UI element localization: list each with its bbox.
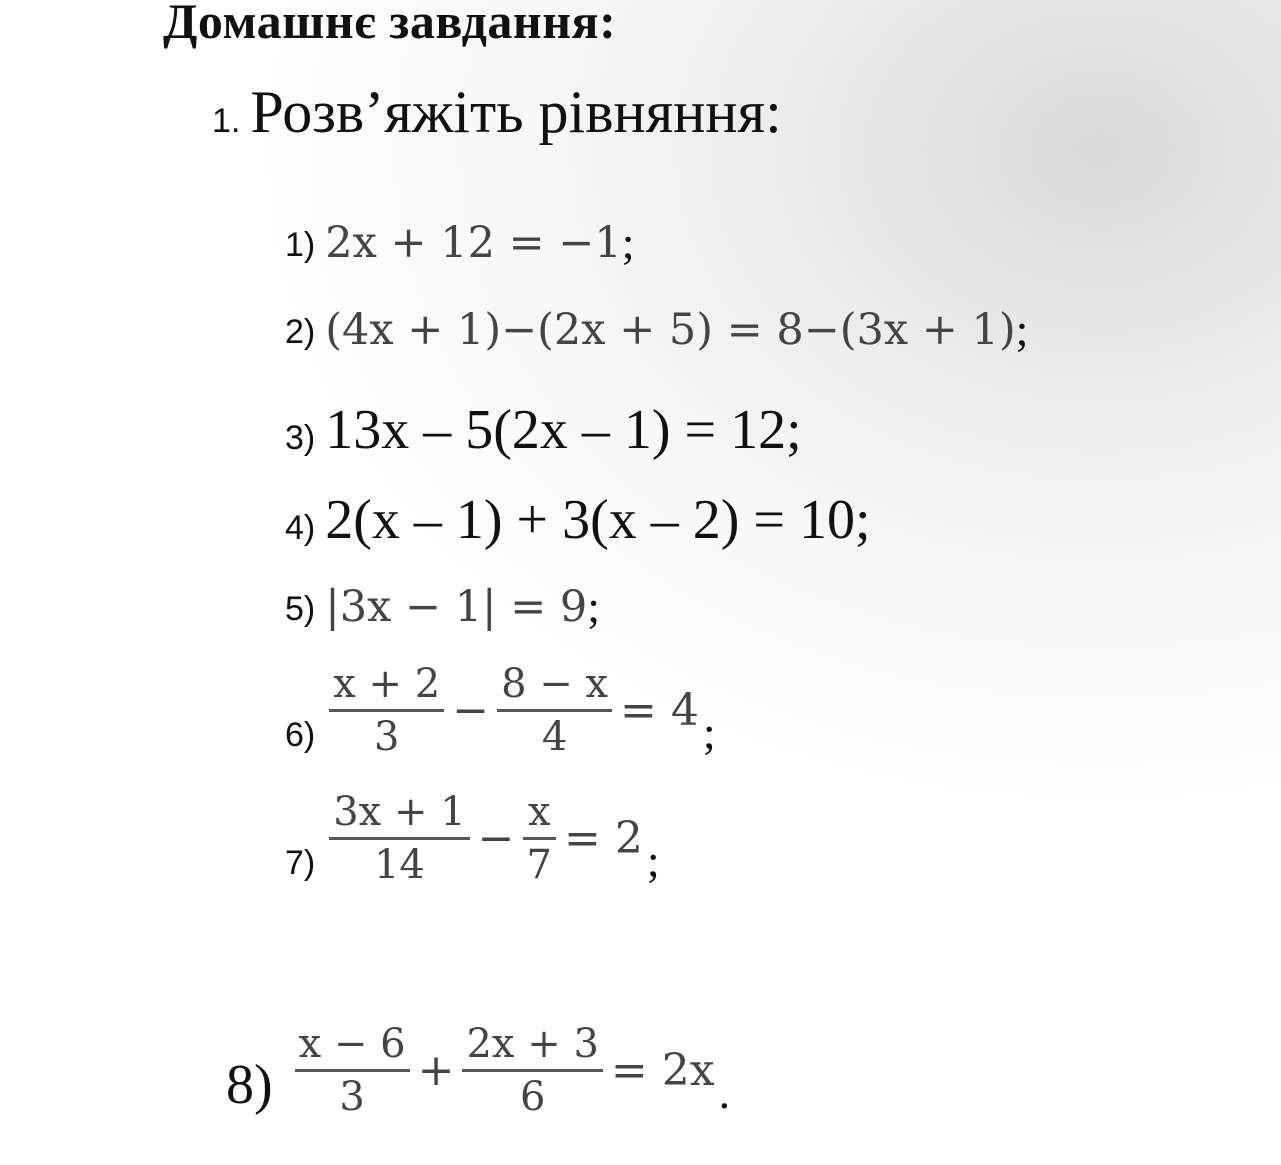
equation-item [285, 488, 871, 552]
fraction [329, 662, 444, 759]
fraction [462, 1022, 602, 1119]
equation: |3x − 1| = 9 [325, 581, 588, 632]
operator: + [417, 1045, 455, 1096]
operator: − [452, 685, 490, 736]
equation-item [285, 216, 634, 269]
item-label: 6) [285, 716, 316, 754]
fraction [295, 1022, 410, 1119]
numerator: x − 6 [298, 1021, 406, 1067]
task-number: 1. [212, 102, 241, 140]
denominator: 14 [373, 842, 425, 888]
equation-item [226, 1022, 730, 1119]
equation-item [285, 303, 1028, 356]
item-label: 3) [285, 419, 316, 457]
denominator: 3 [373, 714, 400, 760]
task-text: Розв’яжіть рівняння: [250, 79, 782, 145]
denominator: 3 [339, 1074, 365, 1120]
equation-end: . [718, 1067, 731, 1118]
equation: 2(x – 1) + 3(x – 2) = 10; [325, 489, 871, 551]
item-label: 5) [285, 590, 316, 628]
fraction-bar [295, 1069, 410, 1072]
item-label: 8) [226, 1054, 273, 1116]
denominator: 6 [519, 1074, 546, 1120]
equation: 13x – 5(2x – 1) = 12; [325, 399, 802, 461]
fraction-bar [329, 837, 469, 840]
numerator: x + 2 [333, 661, 441, 707]
right-hand-side: = 2x [610, 1045, 715, 1096]
fraction-bar [462, 1069, 602, 1072]
equation-end: ; [702, 707, 716, 758]
homework-heading: Домашнє завдання: [163, 0, 617, 49]
fraction [523, 790, 556, 887]
equation-item [285, 398, 802, 462]
operator: − [477, 813, 515, 864]
item-label: 2) [285, 313, 316, 351]
equation-end: ; [621, 217, 635, 268]
denominator: 7 [526, 842, 552, 888]
equation-item [285, 662, 716, 759]
fraction [497, 662, 612, 759]
fraction-bar [329, 709, 444, 712]
denominator: 4 [541, 714, 568, 760]
item-label: 4) [285, 509, 316, 547]
fraction-bar [523, 837, 556, 840]
numerator: 2x + 3 [466, 1021, 599, 1067]
right-hand-side: = 4 [620, 685, 699, 736]
equation-end: ; [1015, 304, 1029, 355]
fraction-bar [497, 709, 612, 712]
numerator: x [527, 789, 551, 835]
item-label: 7) [285, 844, 316, 882]
task-title [212, 78, 782, 147]
numerator: 8 − x [501, 661, 609, 707]
equation: (4x + 1)−(2x + 5) = 8−(3x + 1) [325, 304, 1016, 355]
item-label: 1) [285, 226, 316, 264]
right-hand-side: = 2 [563, 813, 643, 864]
equation-end: ; [646, 835, 660, 886]
equation-end: ; [587, 581, 601, 632]
equation-item [285, 580, 600, 633]
equation-item [285, 790, 660, 887]
equation: 2x + 12 = −1 [325, 217, 622, 268]
numerator: 3x + 1 [333, 789, 466, 835]
fraction [329, 790, 469, 887]
